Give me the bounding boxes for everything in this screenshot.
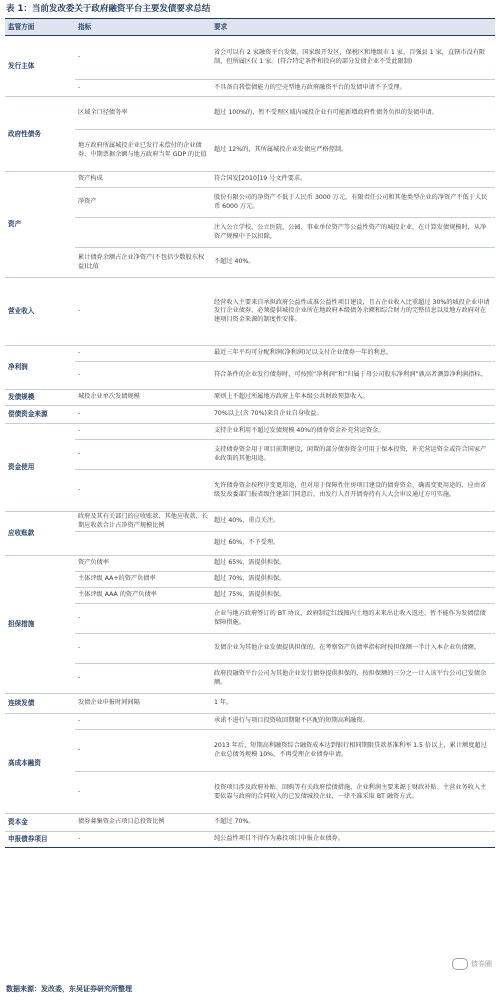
table-row: [5, 604, 495, 634]
category-cell: 政府性债务: [5, 97, 75, 172]
category-cell: 营业收入: [5, 278, 75, 346]
table-row: [5, 362, 495, 390]
requirement-cell: 纯公益性项目不得作为募投项目申报企业债券。: [211, 832, 495, 848]
header-requirement: 要求: [211, 19, 495, 36]
indicator-cell: -: [75, 634, 211, 664]
requirements-table: [5, 18, 495, 848]
category-cell: 资金使用: [5, 424, 75, 512]
requirement-cell: 支持债券资金用于项目前期建设，闲置的部分债券资金可用于保本投资，补充营运资金或符合国家产业政策的其他用途。: [211, 440, 495, 470]
indicator-cell: -: [75, 714, 211, 730]
requirement-cell: 经营收入主要来自承担政府公益性或准公益性项目建设，且占企业收入比重超过 30%的城投企业申请发行企业债券，必须提供城投企业所在地政府本级债务余额和综合财力的完整信息以及地方政府对在建项目资金来源的制度性安排。: [211, 278, 495, 346]
requirement-cell: 省会可以有 2 家融资平台发债，国家级开发区，保税区和地级市 1 家，百强县 1 家，直辖市没有限制，但所属区仅 1 家。(符合特定条件和投向的部分发债企业不受此限制): [211, 36, 495, 80]
requirement-cell: 最近三年平均可分配利润(净利润)足以支付企业债券一年的利息。: [211, 346, 495, 362]
indicator-cell: 资产构成: [75, 172, 211, 188]
requirement-cell: 承诺不进行与项目投资收回期限不匹配的短期高利融资。: [211, 714, 495, 730]
table-row: [5, 278, 495, 346]
indicator-cell: 主体评级 AA+的资产负债率: [75, 572, 211, 588]
requirement-cell: 超过 100%的，暂不受理区域内城投企业有可能新增政府性债务负担的发债申请。: [211, 97, 495, 130]
table-row: [5, 470, 495, 512]
table-caption: 表 1：当前发改委关于政府融资平台主要发债要求总结: [6, 4, 211, 14]
table-row: [5, 730, 495, 772]
table-row: [5, 512, 495, 532]
header-indicator: 指标: [75, 19, 211, 36]
requirement-cell: 注入公立学校、公立医院、公园、事业单位资产等公益性资产的城投企业，在计算发债规模时，从净资产规模中予以扣除。: [211, 218, 495, 248]
table-header-row: [5, 19, 495, 36]
indicator-cell: -: [75, 832, 211, 848]
requirement-cell: 符合条件的企业发行债券时，可按照“净利润”和“归属于母公司股东净利润”孰高者测算净利润指标。: [211, 362, 495, 390]
category-cell: 担保措施: [5, 556, 75, 694]
category-cell: 净利润: [5, 346, 75, 390]
indicator-cell: 资产负债率: [75, 556, 211, 572]
table-row: [5, 440, 495, 470]
table-row: [5, 188, 495, 218]
indicator-cell: -: [75, 80, 211, 97]
requirement-cell: 政府投融资平台公司为其他企业发行债券提供担保的，按担保额的三分之一计入该平台公司已发债余额。: [211, 664, 495, 694]
category-cell: 资本金: [5, 814, 75, 832]
requirement-cell: 支持企业利用不超过发债规模 40%的债券资金补充营运资金。: [211, 424, 495, 440]
category-cell: 申报债券项目: [5, 832, 75, 848]
requirement-cell: 符合国发[2010]19 号文件要求。: [211, 172, 495, 188]
requirement-cell: 超过 12%的，其所属城投企业发债应严格控制。: [211, 130, 495, 172]
requirement-cell: 股份有限公司的净资产不低于人民币 3000 万元，有限责任公司和其他类型企业的净资产不低于人民币 6000 万元。: [211, 188, 495, 218]
category-cell: 应收账款: [5, 512, 75, 556]
indicator-cell: 城投企业单次发债规模: [75, 390, 211, 406]
indicator-cell: -: [75, 362, 211, 390]
category-cell: 高成本融资: [5, 714, 75, 814]
indicator-cell: -: [75, 424, 211, 440]
requirement-cell: 超过 60%，不予受理。: [211, 532, 495, 556]
category-cell: 发行主体: [5, 36, 75, 97]
table-row: [5, 218, 495, 248]
indicator-cell: 区域全口径债务率: [75, 97, 211, 130]
table-row: [5, 424, 495, 440]
requirement-cell: 1 年。: [211, 694, 495, 714]
indicator-cell: 主体评级 AAA 的资产负债率: [75, 588, 211, 604]
table-row: [5, 694, 495, 714]
indicator-cell: 累计债券余额占企业净资产(不包括少数股东权益)比值: [75, 248, 211, 278]
indicator-cell: -: [75, 730, 211, 772]
requirement-cell: 不超过 40%。: [211, 248, 495, 278]
table-row: [5, 390, 495, 406]
table-row: [5, 814, 495, 832]
table-row: [5, 172, 495, 188]
table-row: [5, 346, 495, 362]
table-row: [5, 36, 495, 80]
requirement-cell: 发债企业为其他企业发债提供担保的，在考察资产负债率指标时按担保额一半计入本企业负债额。: [211, 634, 495, 664]
category-cell: 资产: [5, 172, 75, 278]
table-row: [5, 97, 495, 130]
table-row: [5, 80, 495, 97]
requirement-cell: 超过 40%，重点关注。: [211, 512, 495, 532]
wechat-icon: [452, 958, 468, 970]
requirement-cell: 超过 75%，需提供担保。: [211, 588, 495, 604]
table-row: [5, 714, 495, 730]
indicator-cell: -: [75, 406, 211, 424]
table-row: [5, 832, 495, 848]
table-row: [5, 664, 495, 694]
indicator-cell: 政府及其有关部门的应收账款、其他应收款、长期应收款合计占净资产规模比例: [75, 512, 211, 532]
indicator-cell: -: [75, 470, 211, 512]
requirement-cell: 企业与地方政府签订的 BT 协议，政府制定红线图内土地的未来出让收入返还，暂不能作为发债偿债保障措施。: [211, 604, 495, 634]
indicator-cell: -: [75, 772, 211, 814]
requirement-cell: 不具备自我偿债能力的空壳型地方政府融资平台的发债申请不予受理。: [211, 80, 495, 97]
indicator-cell: 发债企业申报时间间隔: [75, 694, 211, 714]
indicator-cell: -: [75, 664, 211, 694]
requirement-cell: 70%以上(含 70%)来自企业自身收益。: [211, 406, 495, 424]
indicator-cell: -: [75, 440, 211, 470]
header-category: 监管方面: [5, 19, 75, 36]
table-row: [5, 248, 495, 278]
requirement-cell: 原则上不超过所属地方政府上年本级公共财政预算收入。: [211, 390, 495, 406]
watermark-text: 债券圈: [471, 960, 492, 968]
table-row: [5, 130, 495, 172]
requirement-cell: 2013 年后，短期高利融资综合融资成本达到银行相同期限贷款基准利率 1.5 倍以上，累计额度超过企业总债务规模 10%，不再受理企业债券申请。: [211, 730, 495, 772]
indicator-cell: 净资产: [75, 188, 211, 218]
indicator-cell: -: [75, 36, 211, 80]
source-note: 数据来源：发改委，东吴证券研究所整理: [6, 985, 132, 993]
table-row: [5, 406, 495, 424]
table-row: [5, 572, 495, 588]
indicator-cell: -: [75, 346, 211, 362]
table-row: [5, 634, 495, 664]
table-row: [5, 588, 495, 604]
indicator-cell: 地方政府所属城投企业已发行未偿付的企业债券、中期票据余额与地方政府当年 GDP 的比值: [75, 130, 211, 172]
requirement-cell: 允许债券资金按程序变更用途，但对用于保障性住房项目建设的债券资金，确需变更用途的，应由省级发改委部门报省级住建部门同意后，由发行人召开债券持有人大会审议通过方可实施。: [211, 470, 495, 512]
indicator-cell: -: [75, 604, 211, 634]
indicator-cell: -: [75, 278, 211, 346]
indicator-cell: [75, 532, 211, 556]
table-row: [5, 556, 495, 572]
requirement-cell: 不超过 70%。: [211, 814, 495, 832]
category-cell: 偿债资金来源: [5, 406, 75, 424]
category-cell: 发债规模: [5, 390, 75, 406]
requirement-cell: 投资项目涉及政府补贴、回购等有关政府偿债措施，企业利润主要来源于财政补贴、主营业务收入主要依靠与政府的合同收入的已发债城投企业，一律不准采取 BT 融资方式。: [211, 772, 495, 814]
requirement-cell: 超过 70%，需提供担保。: [211, 572, 495, 588]
indicator-cell: [75, 218, 211, 248]
requirement-cell: 超过 65%，需提供担保。: [211, 556, 495, 572]
indicator-cell: 债券募集资金占项目总投资比例: [75, 814, 211, 832]
table-row: [5, 772, 495, 814]
table-body: [5, 36, 495, 848]
category-cell: 连续发债: [5, 694, 75, 714]
watermark: [452, 958, 492, 970]
table-row: [5, 532, 495, 556]
